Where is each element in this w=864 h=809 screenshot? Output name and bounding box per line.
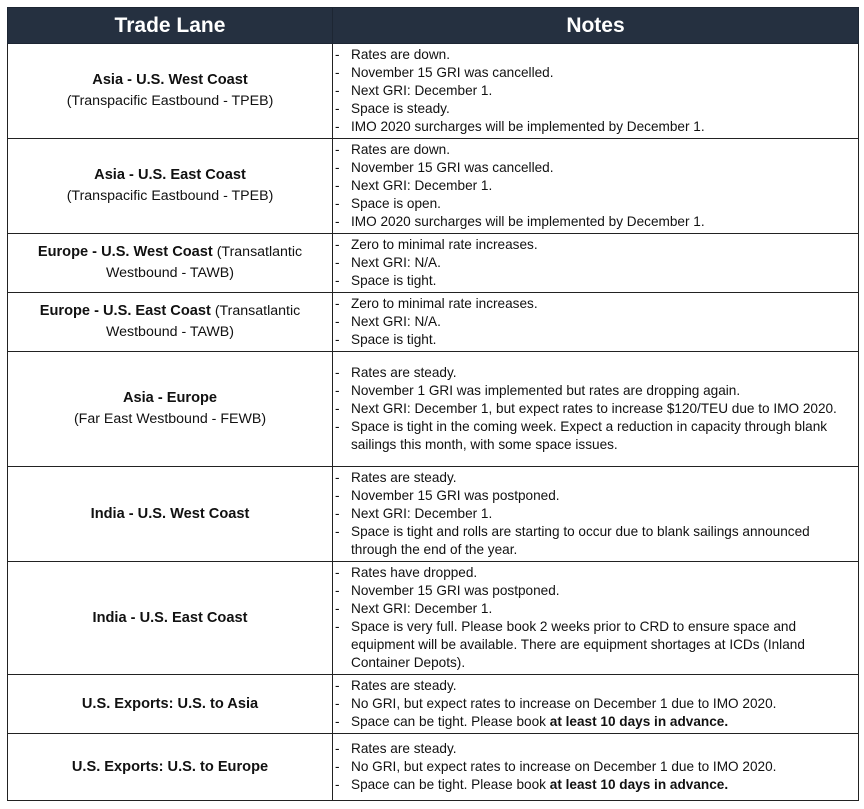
notes-list [333,677,858,731]
note-text: Rates are steady. [351,741,457,756]
note-item [333,159,858,177]
note-text: Rates are steady. [351,678,457,693]
notes-cell [333,293,859,352]
table-row [8,352,859,467]
trade-lane-cell [8,352,333,467]
trade-lane-name: U.S. Exports: U.S. to Asia [81,695,259,712]
table-row [8,139,859,234]
note-text: Next GRI: December 1. [351,506,493,521]
note-item [333,177,858,195]
note-item [333,618,858,672]
note-text: Next GRI: December 1. [351,178,493,193]
note-text: Space is steady. [351,101,450,116]
note-item [333,236,858,254]
notes-cell [333,139,859,234]
note-item [333,313,858,331]
note-item [333,469,858,487]
trade-lane-name: Europe - U.S. East Coast [39,303,211,319]
note-text: November 15 GRI was cancelled. [351,160,554,175]
notes-cell [333,352,859,467]
notes-cell [333,234,859,293]
trade-lane-subtitle: (Transatlantic Westbound - TAWB) [106,303,301,340]
note-text: Space is tight. [351,332,437,347]
note-item [333,195,858,213]
table-row [8,675,859,734]
note-item [333,600,858,618]
notes-list [333,740,858,794]
note-text: Rates are down. [351,47,450,62]
note-text: Next GRI: December 1. [351,601,493,616]
note-text: Rates are down. [351,142,450,157]
trade-lane-name: Asia - U.S. West Coast [92,72,248,88]
trade-lane-name: Europe - U.S. West Coast [37,244,213,260]
note-item [333,295,858,313]
trade-lane-table [7,7,859,801]
note-item [333,331,858,349]
trade-lane-subtitle: (Far East Westbound - FEWB) [73,411,267,427]
trade-lane-subtitle: (Transpacific Eastbound - TPEB) [66,93,274,109]
note-item [333,713,858,731]
trade-lane-subtitle: (Transpacific Eastbound - TPEB) [66,188,274,204]
table-row [8,293,859,352]
notes-cell [333,467,859,562]
note-text: Rates have dropped. [351,565,478,580]
table-row [8,44,859,139]
note-item [333,505,858,523]
note-item [333,254,858,272]
note-text: IMO 2020 surcharges will be implemented by December 1. [351,214,705,229]
notes-list [333,236,858,290]
note-text: Space can be tight. Please book [351,714,550,729]
note-item [333,46,858,64]
note-text: Next GRI: December 1. [351,83,493,98]
note-text: Space is open. [351,196,441,211]
column-header-notes: Notes [333,8,859,44]
note-text: November 1 GRI was implemented but rates are dropping again. [351,383,741,398]
note-item [333,272,858,290]
notes-list [333,295,858,349]
note-text: Rates are steady. [351,470,457,485]
trade-lane-name: U.S. Exports: U.S. to Europe [71,758,269,775]
table-row [8,467,859,562]
trade-lane-name: India - U.S. West Coast [90,505,250,522]
note-text: Zero to minimal rate increases. [351,237,538,252]
note-text: November 15 GRI was postponed. [351,488,560,503]
note-item [333,400,858,418]
note-item [333,418,858,454]
notes-list [333,46,858,136]
note-text: Space is tight and rolls are starting to occur due to blank sailings announced through the end of the year. [351,524,810,557]
note-text: Space is tight. [351,273,437,288]
note-text: Space is tight in the coming week. Expect a reduction in capacity through blank sailings this month, with some space issues. [351,419,828,452]
note-text: Next GRI: N/A. [351,255,441,270]
trade-lane-name: India - U.S. East Coast [92,609,248,626]
note-item [333,564,858,582]
note-item [333,64,858,82]
note-emphasis: at least 10 days in advance. [549,714,729,729]
note-item [333,487,858,505]
trade-lane-cell [8,234,333,293]
notes-cell [333,562,859,675]
note-item [333,213,858,231]
note-text: No GRI, but expect rates to increase on December 1 due to IMO 2020. [351,759,777,774]
note-item [333,100,858,118]
notes-list [333,469,858,559]
note-item [333,523,858,559]
trade-lane-cell [8,139,333,234]
note-text: Space can be tight. Please book [351,777,550,792]
note-text: November 15 GRI was postponed. [351,583,560,598]
note-text: IMO 2020 surcharges will be implemented by December 1. [351,119,705,134]
note-item [333,364,858,382]
table-header-row [8,8,859,44]
note-item [333,677,858,695]
table-row [8,234,859,293]
note-text: Next GRI: N/A. [351,314,441,329]
note-text: Next GRI: December 1, but expect rates to increase $120/TEU due to IMO 2020. [351,401,837,416]
column-header-trade-lane: Trade Lane [8,8,333,44]
note-item [333,582,858,600]
notes-list [333,564,858,672]
notes-cell [333,675,859,734]
note-text: November 15 GRI was cancelled. [351,65,554,80]
note-text: Space is very full. Please book 2 weeks prior to CRD to ensure space and equipment will be available. There are equipment shortages at ICDs (Inland Container Depots). [351,619,805,670]
trade-lane-cell [8,44,333,139]
note-item [333,740,858,758]
note-item [333,758,858,776]
table-row [8,562,859,675]
note-emphasis: at least 10 days in advance. [549,777,729,792]
note-item [333,695,858,713]
trade-lane-name: Asia - U.S. East Coast [94,167,246,183]
table-row [8,734,859,801]
note-item [333,382,858,400]
note-text: No GRI, but expect rates to increase on December 1 due to IMO 2020. [351,696,777,711]
trade-lane-subtitle: (Transatlantic Westbound - TAWB) [106,244,303,281]
notes-list [333,364,858,454]
notes-cell [333,734,859,801]
note-item [333,118,858,136]
trade-lane-name: Asia - Europe [122,390,218,406]
trade-lane-cell [8,293,333,352]
note-item [333,141,858,159]
note-text: Zero to minimal rate increases. [351,296,538,311]
trade-lane-cell [8,467,333,562]
trade-lane-cell [8,675,333,734]
note-item [333,82,858,100]
note-item [333,776,858,794]
trade-lane-cell [8,562,333,675]
notes-list [333,141,858,231]
trade-lane-cell [8,734,333,801]
notes-cell [333,44,859,139]
note-text: Rates are steady. [351,365,457,380]
